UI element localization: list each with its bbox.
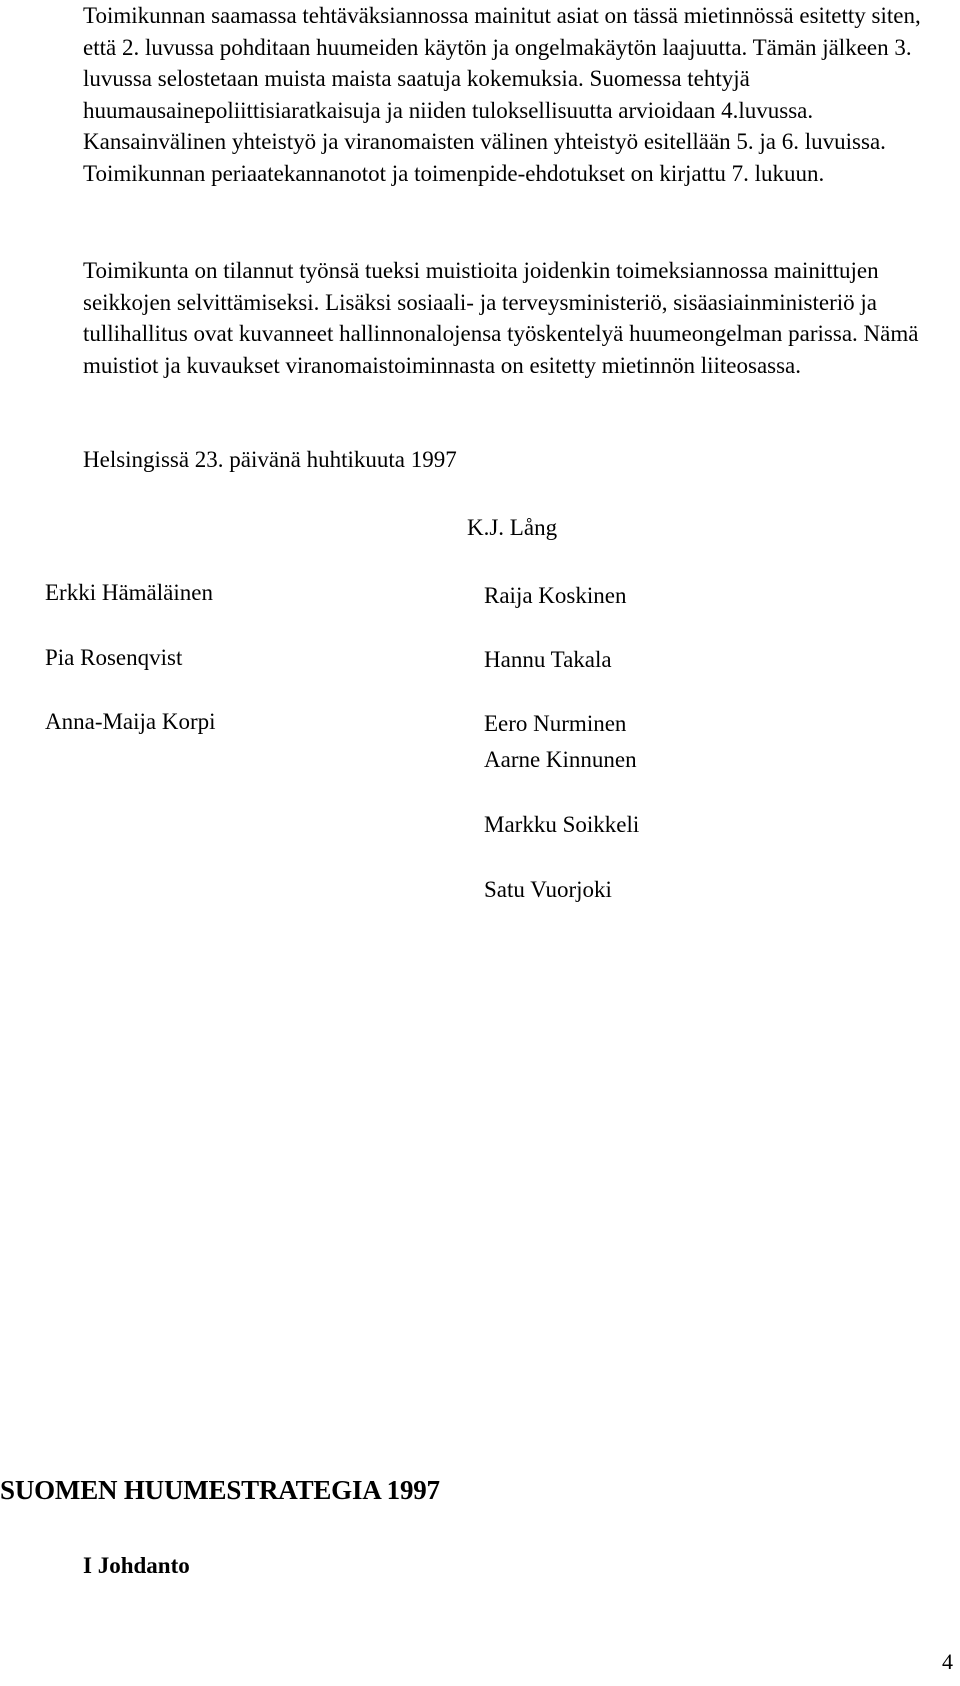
signature-left-3: Anna-Maija Korpi: [45, 709, 216, 734]
signature-chair: K.J. Lång: [467, 515, 558, 540]
signature-left-1: Erkki Hämäläinen: [45, 580, 213, 605]
section-heading: I Johdanto: [83, 1553, 190, 1578]
signature-left-2: Pia Rosenqvist: [45, 645, 183, 670]
signature-right-4: Aarne Kinnunen: [484, 747, 637, 772]
signature-right-2: Hannu Takala: [484, 647, 612, 672]
main-heading: SUOMEN HUUMESTRATEGIA 1997: [0, 1475, 440, 1505]
signature-right-6: Satu Vuorjoki: [484, 877, 612, 902]
signature-right-3: Eero Nurminen: [484, 711, 627, 736]
intro-paragraph-2: Toimikunta on tilannut työnsä tueksi muistioita joidenkin toimeksiannossa mainittujen seikkojen selvittämiseksi. Lisäksi sosiaali- ja terveysministeriö, sisäasiainministeriö ja tullihallitus ovat kuvanneet hallinnonalojensa työskentelyä huumeongelman parissa. Nämä muistiot ja kuvaukset viranomaistoiminnasta on esitetty mietinnön liiteosassa.: [83, 258, 919, 378]
signature-right-5: Markku Soikkeli: [484, 812, 640, 837]
dateline: Helsingissä 23. päivänä huhtikuuta 1997: [83, 447, 457, 472]
signature-right-1: Raija Koskinen: [484, 583, 627, 608]
page-number: 4: [942, 1649, 953, 1674]
intro-paragraph-1: Toimikunnan saamassa tehtäväksiannossa mainitut asiat on tässä mietinnössä esitetty siten, että 2. luvussa pohditaan huumeiden käytön ja ongelmakäytön laajuutta. Tämän jälkeen 3. luvussa selostetaan muista maista saatuja kokemuksia. Suomessa tehtyjä huumausainepoliittisiaratkaisuja ja niiden tuloksellisuutta arvioidaan 4.luvussa. Kansainvälinen yhteistyö ja viranomaisten välinen yhteistyö esitellään 5. ja 6. luvuissa. Toimikunnan periaatekannanotot ja toimenpide-ehdotukset on kirjattu 7. lukuun.: [83, 3, 921, 186]
